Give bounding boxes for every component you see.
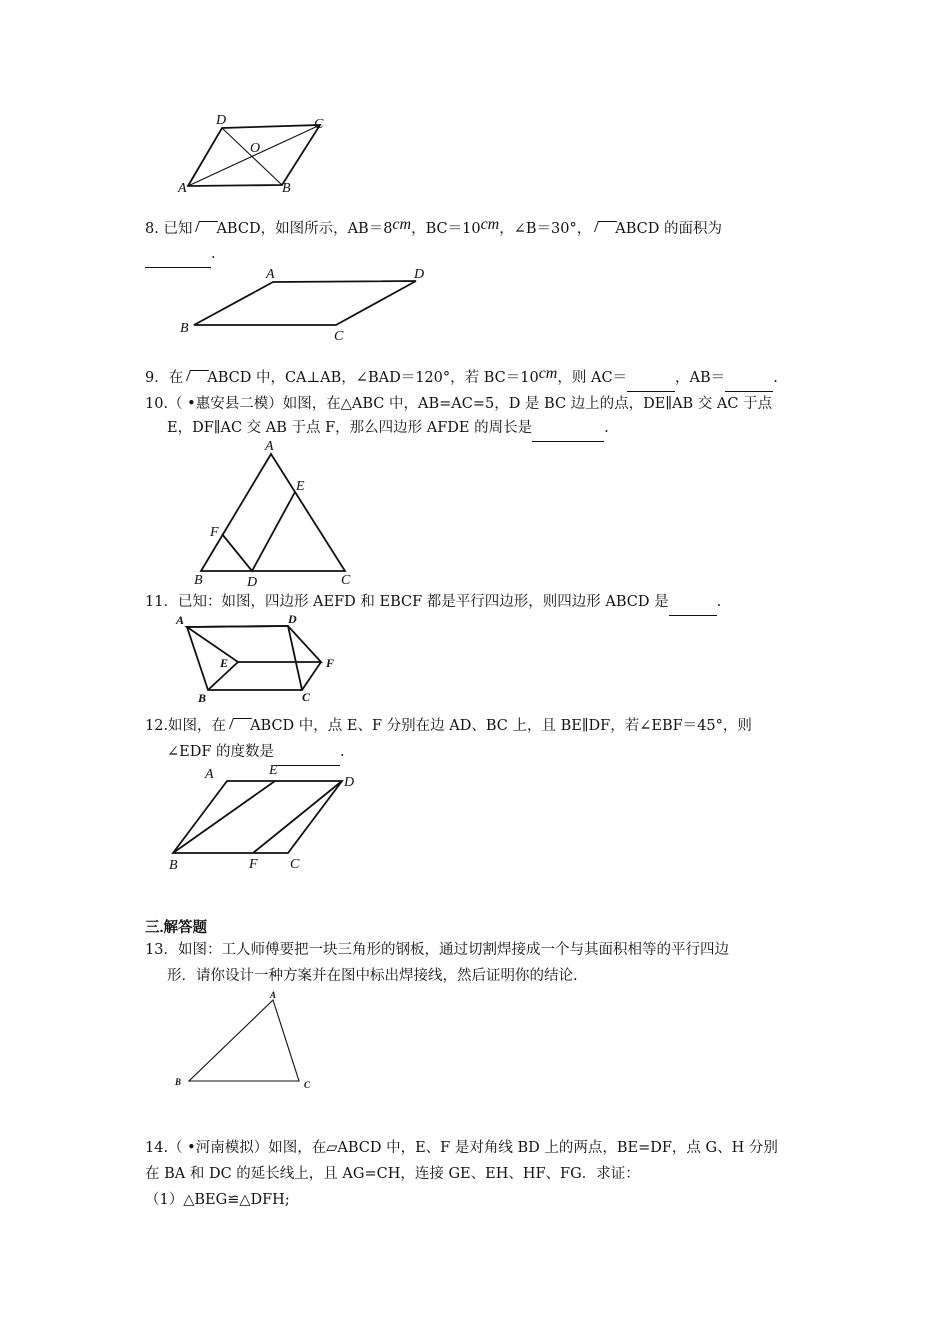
- label-e: E: [296, 479, 305, 494]
- figure-parallelogram-diagonals: [170, 108, 350, 198]
- label-a: A: [266, 267, 275, 282]
- parallelogram-symbol: [592, 221, 614, 233]
- question-13-line2: [167, 964, 578, 989]
- triangle-abc: [189, 1000, 299, 1081]
- label-e: E: [269, 763, 278, 778]
- label-b: B: [198, 691, 207, 705]
- parallelogram-symbol: [193, 221, 215, 233]
- label-c: C: [302, 690, 311, 704]
- q9-text-2: ABCD 中，CA⊥AB，∠BAD＝120°，若 BC＝10: [207, 370, 539, 386]
- q12-text-2: ABCD 中，点 E、F 分别在边 AD、BC 上，且 BE∥DF，若∠EBF＝45°，则: [250, 718, 752, 734]
- label-c: C: [304, 1080, 311, 1090]
- segment-be: [173, 781, 275, 853]
- q12-text-1: 12.如图，在: [145, 718, 227, 734]
- figure-q13-triangle: [170, 988, 330, 1098]
- q10-text-2: E，DF∥AC 交 AB 于点 F，那么四边形 AFDE 的周长是: [167, 420, 533, 436]
- figure-q11-quadrilateral: [170, 612, 350, 707]
- figure-q12-parallelogram: [165, 762, 365, 872]
- q8-text-2: ABCD，如图所示，AB＝8: [216, 221, 393, 237]
- parallelogram-symbol: [184, 370, 206, 382]
- label-d: D: [344, 775, 355, 790]
- triangle-abc: [201, 454, 345, 571]
- q9-unit: cm: [538, 365, 558, 382]
- parallelogram-symbol: [227, 718, 249, 730]
- q10-end: .: [604, 420, 609, 436]
- question-14-line1: [145, 1136, 778, 1161]
- q12-end: .: [340, 744, 345, 760]
- q8-end: .: [211, 246, 216, 262]
- q9-end: .: [773, 370, 778, 386]
- question-13-line1: [145, 938, 729, 963]
- q8-unit-2: cm: [480, 216, 500, 233]
- q8-text-1: 8. 已知: [145, 221, 193, 237]
- label-b: B: [180, 321, 189, 336]
- q9-text-1: 9．在: [145, 370, 184, 386]
- quadrilateral-abcd: [187, 626, 302, 690]
- label-c: C: [341, 573, 351, 588]
- diagonal-bd: [222, 128, 282, 185]
- label-a: A: [178, 181, 187, 196]
- question-8-line1: [145, 216, 722, 242]
- q9-text-3: ，则 AC＝: [557, 370, 628, 386]
- label-a: A: [270, 990, 277, 1000]
- question-9: [145, 365, 778, 392]
- label-d: D: [247, 575, 258, 590]
- q11-end: .: [716, 594, 722, 610]
- label-a: A: [205, 767, 214, 782]
- answer-blank-ab: [725, 366, 773, 392]
- label-f: F: [210, 525, 219, 540]
- answer-blank-ac: [627, 366, 675, 392]
- label-d: D: [216, 113, 227, 128]
- question-12-line1: [145, 714, 752, 739]
- label-b: B: [282, 181, 291, 196]
- label-b: B: [169, 858, 178, 873]
- figure-q8-parallelogram: [178, 264, 438, 344]
- q10-text-1: 10.（ •惠安县二模）如图，在△ABC 中，AB=AC=5，D 是 BC 边上的点，DE∥AB 交 AC 于点: [145, 396, 773, 412]
- answer-blank: [532, 416, 604, 442]
- q8-text-3: ，BC＝10: [411, 221, 481, 237]
- parallelogram-abcd: [194, 281, 416, 325]
- answer-blank: [669, 590, 717, 616]
- label-c: C: [290, 857, 300, 872]
- label-b: B: [175, 1077, 182, 1087]
- q8-text-5: ABCD 的面积为: [615, 221, 722, 237]
- label-a: A: [176, 613, 185, 627]
- q12-text-3: ∠EDF 的度数是: [167, 744, 275, 760]
- q11-text: 11．已知：如图，四边形 AEFD 和 EBCF 都是平行四边形，则四边形 ABCD 是: [145, 594, 669, 610]
- q13-text-2: 形．请你设计一种方案并在图中标出焊接线，然后证明你的结论.: [167, 968, 578, 984]
- label-b: B: [194, 573, 203, 588]
- q13-text-1: 13．如图：工人师傅要把一块三角形的钢板，通过切割焊接成一个与其面积相等的平行四边: [145, 942, 729, 958]
- label-f: F: [326, 656, 335, 670]
- label-a: A: [265, 439, 274, 454]
- q14-text-1: 14.（ •河南模拟）如图，在▱ABCD 中，E、F 是对角线 BD 上的两点，BE=DF，点 G、H 分别: [145, 1140, 778, 1156]
- section-heading: 三.解答题: [145, 920, 208, 936]
- figure-q10-triangle: [188, 438, 368, 588]
- segment-fc: [302, 662, 321, 690]
- label-e: E: [220, 656, 229, 670]
- label-f: F: [249, 857, 258, 872]
- label-c: C: [334, 329, 344, 344]
- label-o: O: [250, 141, 261, 156]
- q8-text-4: ，∠B＝30°，: [499, 221, 592, 237]
- parallelogram-abcd: [173, 781, 342, 853]
- label-d: D: [288, 612, 297, 626]
- label-c: C: [314, 117, 324, 132]
- q14-text-2: 在 BA 和 DC 的延长线上，且 AG=CH，连接 GE、EH、HF、FG．求证：: [145, 1166, 640, 1182]
- segment-df: [253, 781, 342, 853]
- question-14-line3: [145, 1188, 290, 1213]
- q9-text-4: ，AB＝: [675, 370, 726, 386]
- label-d: D: [414, 267, 425, 282]
- parallelogram-aefd: [187, 626, 321, 662]
- question-14-line2: [145, 1162, 640, 1187]
- question-10-line1: [145, 392, 772, 417]
- q8-unit-1: cm: [392, 216, 412, 233]
- segments-ed-df: [222, 492, 295, 571]
- q14-text-3: （1）△BEG≌△DFH;: [145, 1192, 290, 1208]
